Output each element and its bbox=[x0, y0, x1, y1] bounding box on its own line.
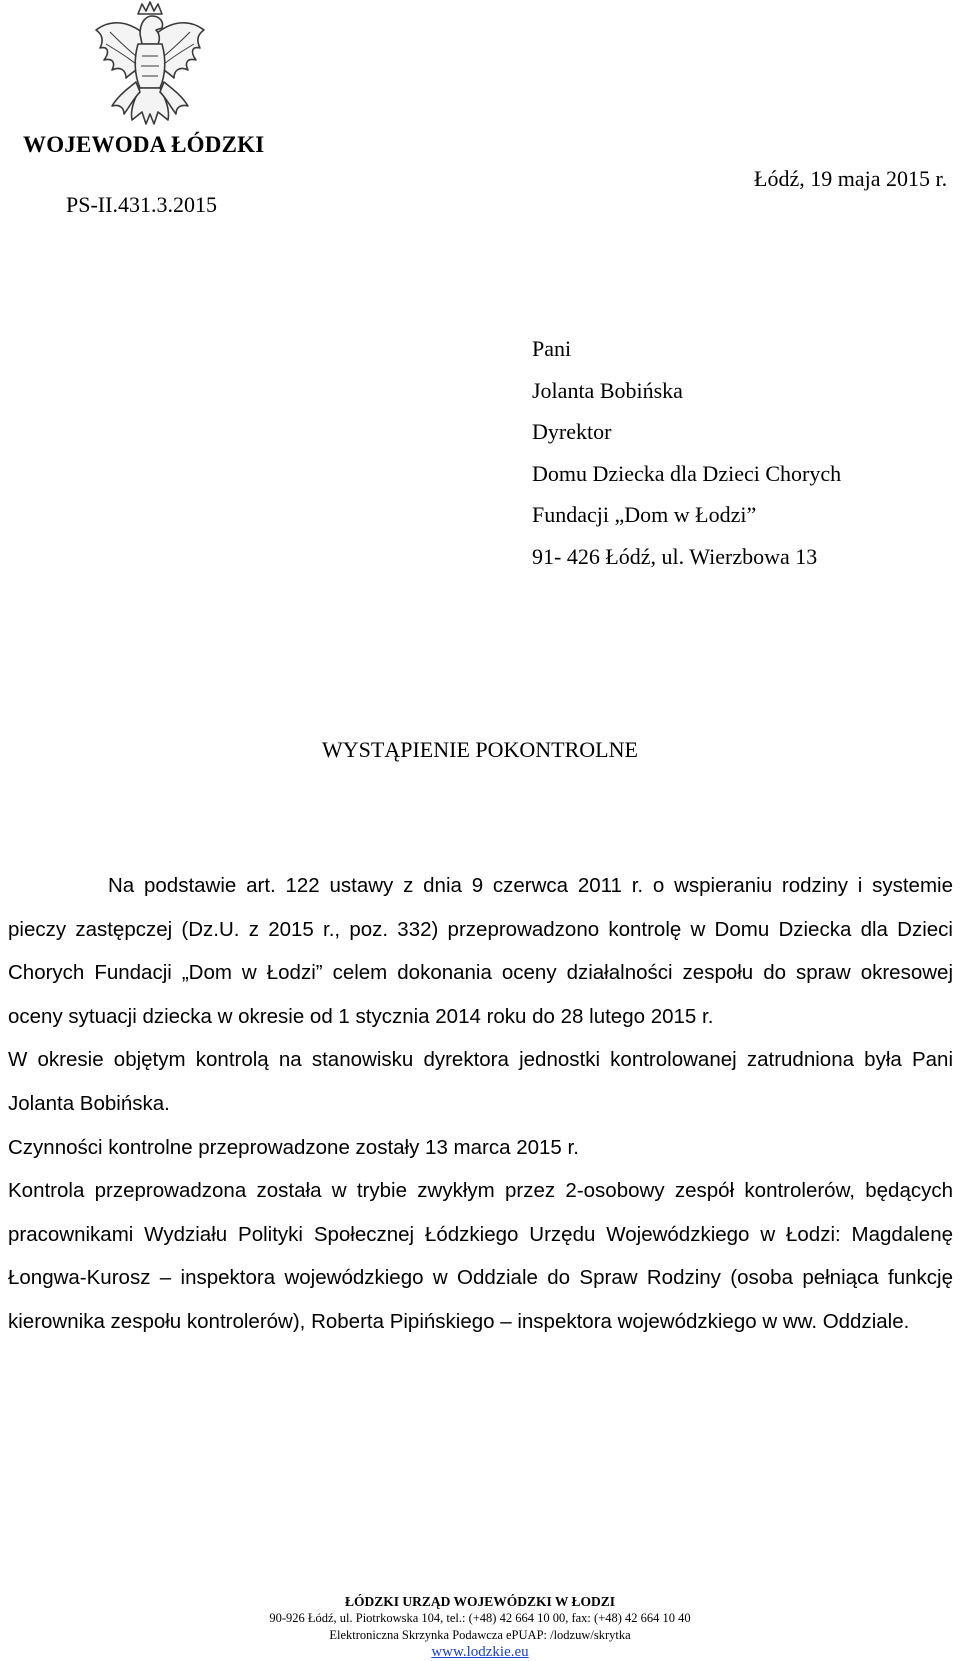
recipient-institution: Domu Dziecka dla Dzieci Chorych bbox=[532, 460, 842, 486]
body-paragraph: W okresie objętym kontrolą na stanowisku dyrektora jednostki kontrolowanej zatrudniona była Pani Jolanta Bobińska. bbox=[8, 1048, 953, 1115]
document-date: Łódź, 19 maja 2015 r. bbox=[754, 166, 948, 191]
document-body bbox=[8, 864, 953, 1344]
page-footer bbox=[0, 1593, 960, 1661]
body-paragraph: Czynności kontrolne przeprowadzone zostały 13 marca 2015 r. bbox=[8, 1135, 579, 1159]
polish-eagle-emblem-icon bbox=[90, 0, 210, 138]
recipient-position: Dyrektor bbox=[532, 419, 612, 444]
footer-epuap: Elektroniczna Skrzynka Podawcza ePUAP: /lodzuw/skrytka bbox=[329, 1628, 631, 1642]
recipient-address-block bbox=[532, 328, 841, 577]
body-paragraph: Na podstawie art. 122 ustawy z dnia 9 czerwca 2011 r. o wspieraniu rodziny i systemie pieczy zastępczej (Dz.U. z 2015 r., poz. 332) przeprowadzono kontrolę w Domu Dziecka dla Dzieci Chorych Fundacji „Dom w Łodzi” celem dokonania oceny działalności zespołu do spraw okresowej oceny sytuacji dziecka w okresie od 1 stycznia 2014 roku do 28 lutego 2015 r. bbox=[8, 874, 953, 1028]
issuing-authority: WOJEWODA ŁÓDZKI bbox=[23, 132, 265, 157]
recipient-name: Jolanta Bobińska bbox=[532, 377, 683, 403]
footer-office-name: ŁÓDZKI URZĄD WOJEWÓDZKI W ŁODZI bbox=[344, 1594, 616, 1609]
footer-website-link[interactable]: www.lodzkie.eu bbox=[431, 1644, 529, 1660]
recipient-salutation: Pani bbox=[532, 336, 572, 361]
document-title: WYSTĄPIENIE POKONTROLNE bbox=[322, 737, 638, 762]
recipient-address: 91- 426 Łódź, ul. Wierzbowa 13 bbox=[532, 543, 818, 569]
footer-address: 90-926 Łódź, ul. Piotrkowska 104, tel.: (+48) 42 664 10 00, fax: (+48) 42 664 10 40 bbox=[269, 1611, 691, 1625]
recipient-foundation: Fundacji „Dom w Łodzi” bbox=[532, 502, 757, 527]
body-paragraph: Kontrola przeprowadzona została w trybie zwykłym przez 2-osobowy zespół kontrolerów, będących pracownikami Wydziału Polityki Społecznej Łódzkiego Urzędu Wojewódzkiego w Łodzi: Magdalenę Łongwa-Kurosz – inspektora wojewódzkiego w Oddziale do Spraw Rodziny (osoba pełniąca funkcję kierownika zespołu kontrolerów), Roberta Pipińskiego – inspektora wojewódzkiego w ww. Oddziale. bbox=[8, 1179, 953, 1333]
case-number: PS-II.431.3.2015 bbox=[66, 192, 217, 217]
